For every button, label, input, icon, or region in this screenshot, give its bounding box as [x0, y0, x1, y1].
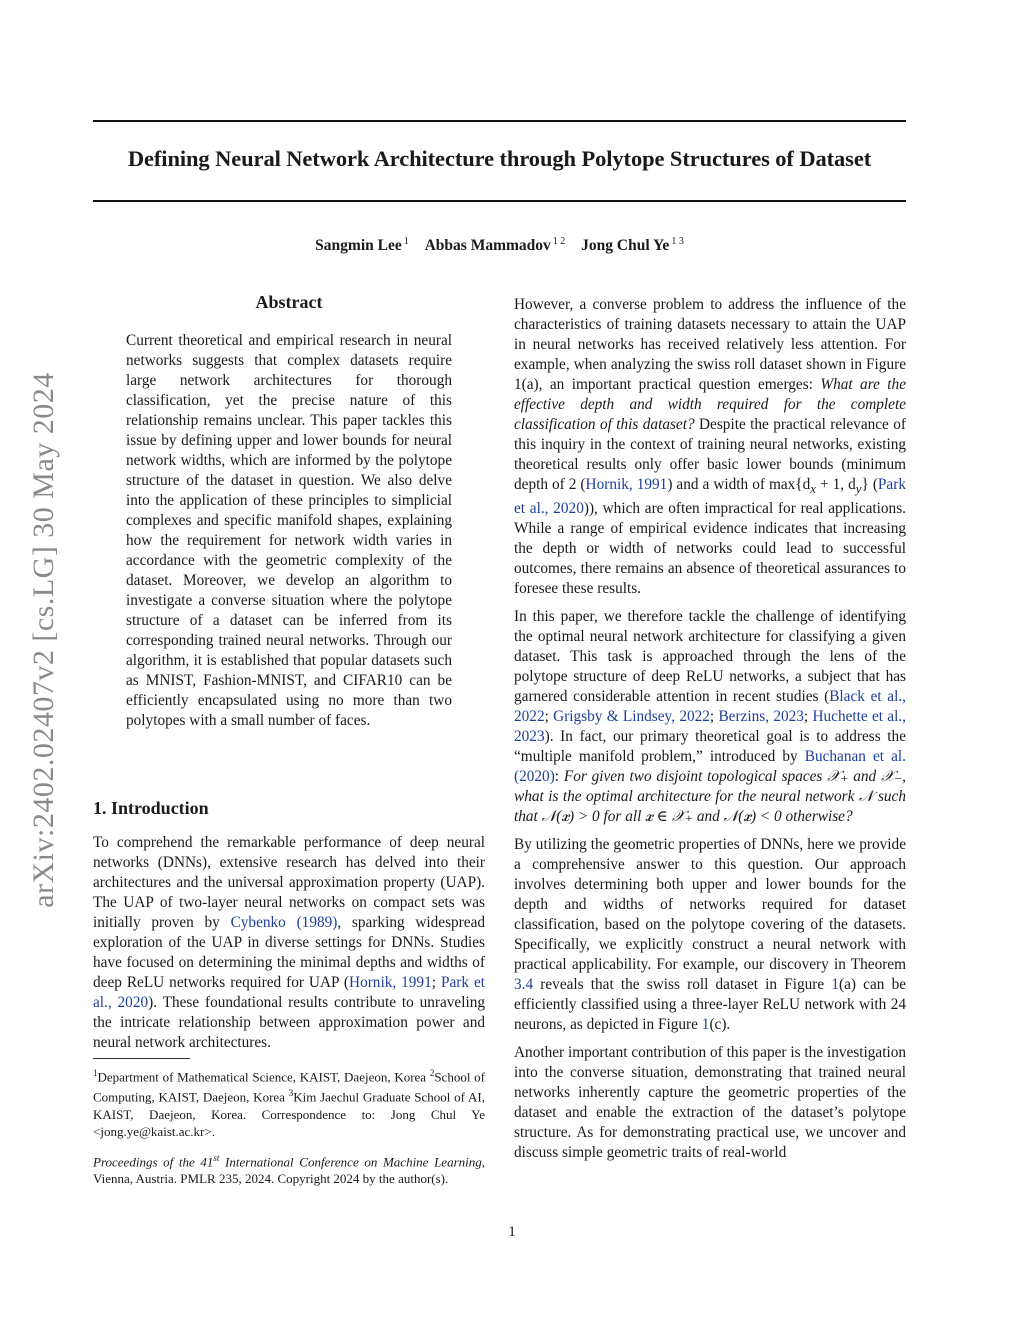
citation-link[interactable]: Hornik, 1991	[585, 476, 668, 493]
citation-link[interactable]: Black et al., 2022	[514, 688, 906, 726]
citation-link[interactable]: (2020)	[514, 768, 555, 786]
arxiv-identifier: arXiv:2402.02407v2 [cs.LG] 30 May 2024	[27, 372, 60, 908]
footnote-proceedings: Proceedings of the 41st International Conference on Machine Learning, Vienna, Austria. PMLR 235, 2024. Copyright 2024 by the author(s).	[93, 1153, 485, 1187]
paper-title: Defining Neural Network Architecture through Polytope Structures of Dataset	[127, 146, 872, 171]
citation-link[interactable]: Cybenko	[230, 914, 286, 931]
author: Jong Chul Ye $^{1 3}$	[581, 236, 684, 255]
citation-link[interactable]: (1989)	[296, 914, 338, 931]
figure-link[interactable]: 1	[701, 1016, 710, 1034]
abstract-body: Current theoretical and empirical research in neural networks suggests that complex datasets require large network architectures for thorough classification, yet the precise nature of this relationship remains unclear. This paper tackles this issue by defining upper and lower bounds for neural network widths, which are informed by the polytope structure of the dataset in question. We also delve into the application of these principles to simplicial complexes and specific manifold shapes, explaining how the requirement for network width varies in accordance with the geometric complexity of the dataset. Moreover, we develop an algorithm to investigate a converse situation where the polytope structure of a dataset can be inferred from its corresponding trained neural networks. Through our algorithm, it is established that popular datasets such as MNIST, Fashion-MNIST, and CIFAR10 can be efficiently encapsulated using no more than two polytopes with a small number of faces.	[126, 332, 452, 729]
citation-link[interactable]: Huchette et al., 2023	[514, 708, 906, 746]
abstract-heading: Abstract	[255, 292, 323, 312]
citation-link[interactable]: Berzins, 2023	[718, 708, 804, 726]
citation-link[interactable]: Grigsby & Lindsey, 2022	[553, 708, 710, 726]
section-heading-introduction: 1. Introduction	[93, 798, 209, 818]
paragraph: By utilizing the geometric properties of DNNs, here we provide a comprehensive answer to this question. Our approach involves determining both upper and lower bounds for the depth and widths of networks required for dataset classification, based on the polytope covering of the datasets. Specifically, we explicitly construct a neural network with practical applicability. For example, our discovery in Theorem 3.4 reveals that the swiss roll dataset in Figure 1(a) can be efficiently classified using a three-layer ReLU network with 24 neurons, as depicted in Figure 1(c).	[514, 836, 907, 1034]
author-list	[93, 236, 906, 255]
paragraph: However, a converse problem to address the influence of the characteristics of training datasets necessary to attain the UAP in neural networks has received relatively less attention. For example, when analyzing the swiss roll dataset shown in Figure 1(a), an important practical question emerges: What are the effective depth and width required for the complete classification of this dataset? Despite the practical relevance of this inquiry in the context of training neural networks, existing theoretical results only offer basic lower bounds (minimum depth of 2 (Hornik, 1991) and a width of $\max\{d_x + 1$, $d_y$} (Park et al., 2020)), which are often impractical for real applications. While a range of empirical evidence indicates that increasing the depth or width of networks could lead to successful outcomes, there remains an absence of theoretical assurances to foresee these results.	[514, 296, 906, 598]
author: Sangmin Lee $^1$	[315, 236, 409, 255]
intro-paragraph: To comprehend the remarkable performance of deep neural networks (DNNs), extensive research has delved into their architectures and the universal approximation property (UAP). The UAP of two-layer neural networks on compact sets was initially proven by Cybenko (1989), sparking widespread exploration of the UAP in diverse settings for DNNs. Studies have focused on determining the minimal depths and widths of deep ReLU networks required for UAP (Hornik, 1991; Park et al., 2020). These foundational results contribute to unraveling the intricate relationship between approximation power and neural network architectures.	[93, 834, 486, 1051]
footnote-affiliations: $^1$Department of Mathematical Science, KAIST, Daejeon, Korea $^2$School of Computing, KAIST, Daejeon, Korea $^3$Kim Jaechul Graduate School of AI, KAIST, Daejeon, Korea. Correspondence to: Jong Chul Ye <jong.ye@kaist.ac.kr>.	[93, 1068, 485, 1139]
paragraph: In this paper, we therefore tackle the challenge of identifying the optimal neural network architecture for classifying a given dataset. This task is approached through the lens of the polytope structure of deep ReLU networks, a subject that has garnered considerable attention in recent studies (Black et al., 2022; Grigsby & Lindsey, 2022; Berzins, 2023; Huchette et al., 2023). In fact, our primary theoretical goal is to address the “multiple manifold problem,” introduced by Buchanan et al. (2020): For given two disjoint topological spaces 𝒳₊ and 𝒳₋, what is the optimal architecture for the neural network 𝒩 such that 𝒩(𝒙) > 0 for all 𝒙 ∈ 𝒳₊ and 𝒩(𝒙) < 0 otherwise?	[514, 608, 907, 826]
paragraph: Another important contribution of this paper is the investigation into the converse situation, demonstrating that trained neural networks inherently capture the geometric properties of the dataset and enable the extraction of the dataset’s polytope structure. As for demonstrating practical use, we uncover and discuss simple geometric traits of real-world	[514, 1044, 906, 1162]
author: Abbas Mammadov $^{1 2}$	[424, 236, 566, 255]
citation-link[interactable]: Hornik, 1991	[349, 974, 432, 991]
footnote-rule	[93, 1058, 190, 1059]
theorem-link[interactable]: 3.4	[514, 976, 534, 994]
page-number: 1	[508, 1224, 516, 1240]
citation-link[interactable]: Park et al., 2020	[514, 476, 906, 518]
title-rule-bottom	[93, 200, 906, 202]
right-column	[514, 295, 906, 1171]
citation-link[interactable]: Buchanan et al.	[804, 748, 906, 766]
title-rule-top	[93, 120, 906, 122]
citation-link[interactable]: Park et al., 2020	[93, 974, 485, 1011]
figure-link[interactable]: 1	[831, 976, 840, 994]
